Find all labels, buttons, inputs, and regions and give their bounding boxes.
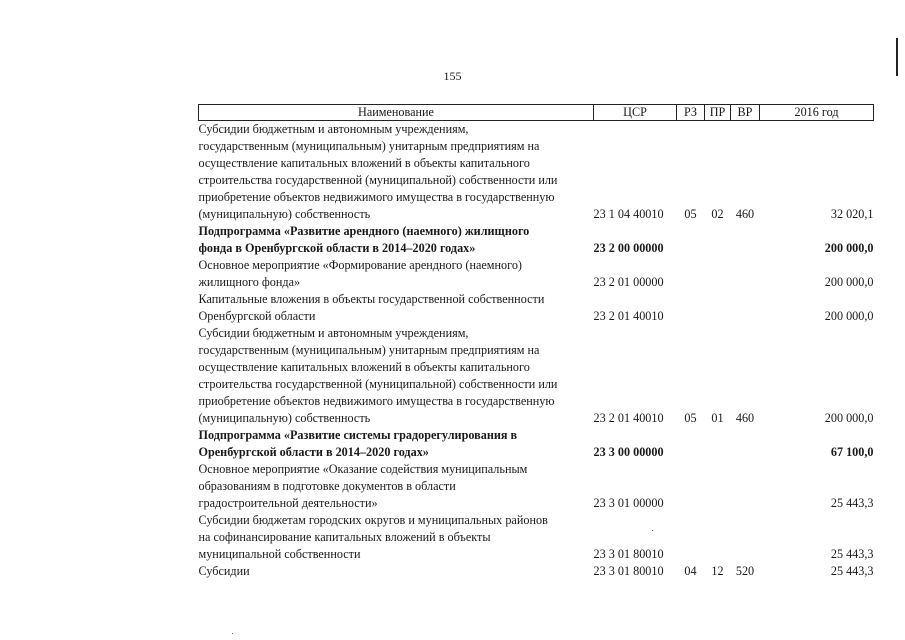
row-vr (731, 512, 760, 563)
row-pr: 01 (711, 411, 724, 425)
row-csr: 23 3 00 00000 (593, 445, 664, 459)
column-header-name: Наименование (199, 105, 594, 121)
table-row (199, 325, 874, 427)
table-row (199, 512, 874, 563)
row-amount: 67 100,0 (830, 445, 874, 459)
row-name-line: строительства государственной (муниципальной) собственности или (198, 377, 558, 391)
row-pr (705, 223, 731, 257)
row-vr (731, 257, 760, 291)
row-name (199, 461, 594, 512)
row-name-line: (муниципальную) собственность (198, 411, 371, 425)
row-name-line: фонда в Оренбургской области в 2014–2020 годах» (198, 241, 476, 255)
row-name (199, 563, 594, 580)
scan-edge-line (896, 38, 898, 76)
row-amount: 200 000,0 (824, 309, 874, 323)
row-name-line: Подпрограмма «Развитие арендного (наемного) жилищного (198, 224, 530, 238)
column-header-year: 2016 год (760, 105, 874, 121)
row-rz: 04 (684, 564, 697, 578)
table-row (199, 257, 874, 291)
table-row (199, 427, 874, 461)
row-name-line: Основное мероприятие «Формирование арендного (наемного) (198, 258, 522, 272)
row-name-line: на софинансирование капитальных вложений в объекты (198, 530, 491, 544)
table-row (199, 223, 874, 257)
page-number: 155 (443, 69, 462, 83)
table-row (199, 121, 874, 224)
table-row (199, 461, 874, 512)
row-csr: 23 3 01 80010 (593, 564, 664, 578)
row-name-line: (муниципальную) собственность (198, 207, 371, 221)
row-name-line: градостроительной деятельности» (198, 496, 378, 510)
row-name (199, 257, 594, 291)
row-csr: 23 2 00 00000 (593, 241, 664, 255)
row-pr (705, 291, 731, 325)
row-vr (731, 461, 760, 512)
row-name-line: Основное мероприятие «Оказание содействия муниципальным (198, 462, 528, 476)
budget-table (198, 104, 874, 580)
row-name-line: приобретение объектов недвижимого имущества в государственную (198, 190, 555, 204)
row-pr: 02 (711, 207, 724, 221)
column-header-rz: РЗ (677, 105, 705, 121)
column-header-vr: ВР (731, 105, 760, 121)
row-csr: 23 3 01 80010 (593, 547, 664, 561)
row-amount: 200 000,0 (824, 241, 874, 255)
row-vr (731, 427, 760, 461)
row-csr: 23 2 01 40010 (593, 411, 664, 425)
row-name-line: Оренбургской области в 2014–2020 годах» (198, 445, 429, 459)
row-name (199, 427, 594, 461)
table-row (199, 291, 874, 325)
row-rz (677, 223, 705, 257)
row-vr: 520 (735, 564, 755, 578)
table-row (199, 563, 874, 580)
row-name (199, 223, 594, 257)
table-body (199, 121, 874, 581)
row-name-line: строительства государственной (муниципальной) собственности или (198, 173, 558, 187)
row-csr: 23 3 01 00000 (593, 496, 664, 510)
row-name-line: муниципальной собственности (198, 547, 361, 561)
row-vr (731, 223, 760, 257)
row-pr (705, 427, 731, 461)
row-name (199, 325, 594, 427)
row-name-line: осуществление капитальных вложений в объекты капитального (198, 156, 530, 170)
row-rz (677, 461, 705, 512)
row-name-line: осуществление капитальных вложений в объекты капитального (198, 360, 530, 374)
row-amount: 25 443,3 (830, 547, 874, 561)
row-name-line: жилищного фонда» (198, 275, 301, 289)
row-name-line: приобретение объектов недвижимого имущества в государственную (198, 394, 555, 408)
row-csr: 23 2 01 00000 (593, 275, 664, 289)
row-name-line: образованиям в подготовке документов в области (198, 479, 456, 493)
row-name-line: Субсидии бюджетным и автономным учреждениям, (198, 122, 469, 136)
row-vr: 460 (735, 207, 755, 221)
row-vr (731, 291, 760, 325)
row-name-line: Субсидии бюджетам городских округов и муниципальных районов (198, 513, 548, 527)
row-rz: 05 (684, 207, 697, 221)
row-amount: 25 443,3 (830, 496, 874, 510)
row-rz (677, 257, 705, 291)
row-name-line: Подпрограмма «Развитие системы градорегулирования в (198, 428, 518, 442)
row-name-line: Субсидии бюджетным и автономным учреждениям, (198, 326, 469, 340)
column-header-csr: ЦСР (594, 105, 677, 121)
row-name-line: государственным (муниципальным) унитарным предприятиям на (198, 343, 540, 357)
row-rz (677, 291, 705, 325)
row-amount: 200 000,0 (824, 411, 874, 425)
row-name-line: Оренбургской области (198, 309, 316, 323)
row-rz: 05 (684, 411, 697, 425)
row-pr (705, 512, 731, 563)
row-pr (705, 257, 731, 291)
row-name-line: Субсидии (198, 564, 250, 578)
row-name (199, 291, 594, 325)
scan-speck (232, 633, 233, 634)
row-amount: 25 443,3 (830, 564, 874, 578)
row-name (199, 512, 594, 563)
table-header (199, 105, 874, 121)
row-pr: 12 (711, 564, 724, 578)
row-csr: 23 2 01 40010 (593, 309, 664, 323)
row-pr (705, 461, 731, 512)
row-rz (677, 427, 705, 461)
row-amount: 32 020,1 (830, 207, 874, 221)
row-vr: 460 (735, 411, 755, 425)
column-header-pr: ПР (705, 105, 731, 121)
row-csr: 23 1 04 40010 (593, 207, 664, 221)
row-rz (677, 512, 705, 563)
row-name (199, 121, 594, 224)
row-amount: 200 000,0 (824, 275, 874, 289)
row-name-line: Капитальные вложения в объекты государственной собственности (198, 292, 545, 306)
row-name-line: государственным (муниципальным) унитарным предприятиям на (198, 139, 540, 153)
